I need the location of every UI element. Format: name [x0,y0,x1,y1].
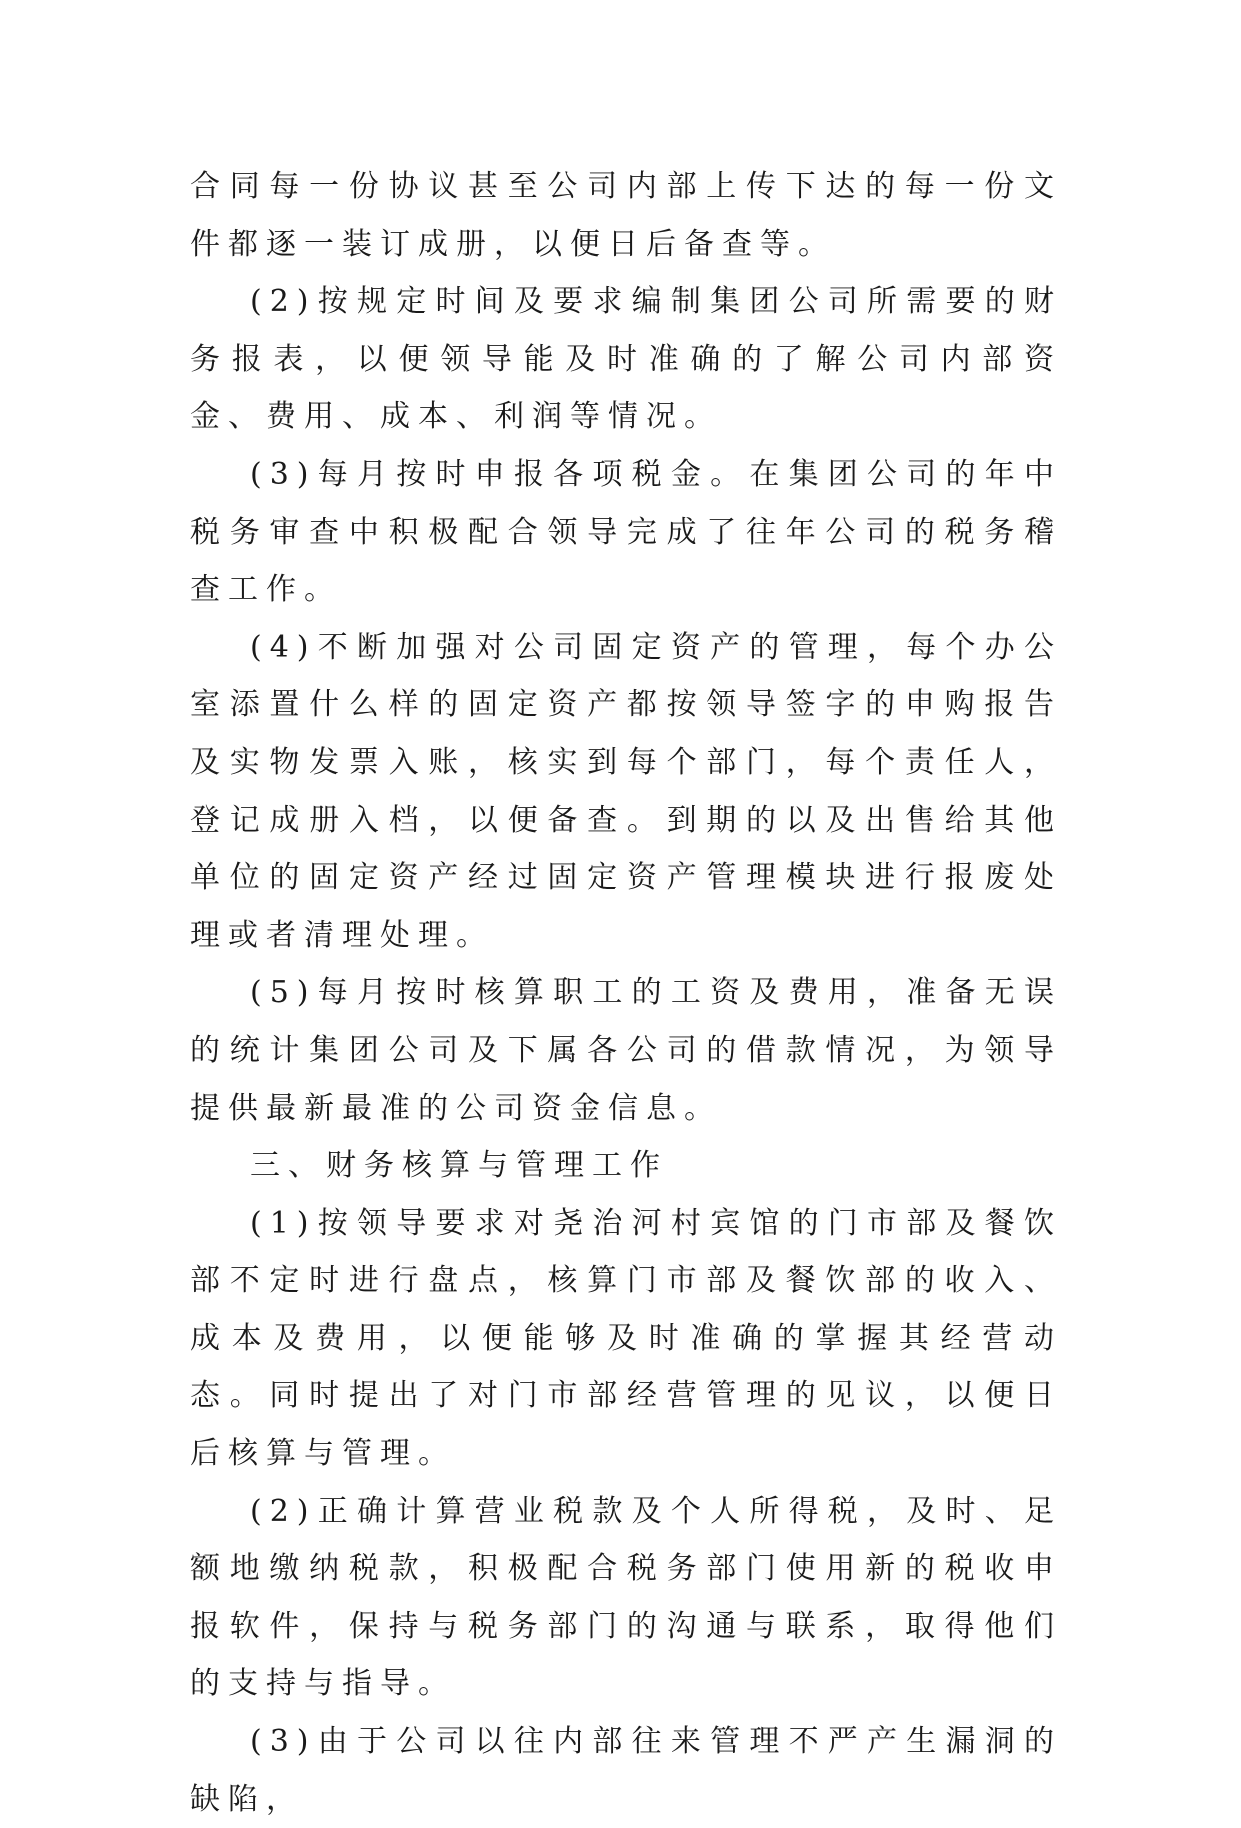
paragraph-item-3-tax-declaration: (3)每月按时申报各项税金。在集团公司的年中税务审查中积极配合领导完成了往年公司的税务稽查工作。 [190,456,1062,608]
paragraph-section3-item-1: (1)按领导要求对尧治河村宾馆的门市部及餐饮部不定时进行盘点，核算门市部及餐饮部的收入、成本及费用，以便能够及时准确的掌握其经营动态。同时提出了对门市部经营管理的见议，以便日后核算与管理。 [190,1205,1062,1472]
section-heading-3: 三、财务核算与管理工作 [250,1148,668,1184]
paragraph-item-4-fixed-assets: (4)不断加强对公司固定资产的管理，每个办公室添置什么样的固定资产都按领导签字的申购报告及实物发票入账，核实到每个部门，每个责任人，登记成册入档，以便备查。到期的以及出售给其他单位的固定资产经过固定资产管理模块进行报废处理或者清理处理。 [190,629,1062,953]
paragraph-item-5-payroll: (5)每月按时核算职工的工资及费用，准备无误的统计集团公司及下属各公司的借款情况，为领导提供最新最准的公司资金信息。 [190,975,1062,1126]
paragraph-section3-item-3: (3)由于公司以往内部往来管理不严产生漏洞的缺陷， [190,1724,1062,1817]
paragraph-item-2-financial-reports: (2)按规定时间及要求编制集团公司所需要的财务报表，以便领导能及时准确的了解公司内部资金、费用、成本、利润等情况。 [190,284,1062,435]
document-body [190,158,1062,1828]
paragraph-continuation: 合同每一份协议甚至公司内部上传下达的每一份文件都逐一装订成册，以便日后备查等。 [190,169,1062,262]
paragraph-section3-item-2: (2)正确计算营业税款及个人所得税，及时、足额地缴纳税款，积极配合税务部门使用新的税收申报软件，保持与税务部门的沟通与联系，取得他们的支持与指导。 [190,1493,1062,1702]
